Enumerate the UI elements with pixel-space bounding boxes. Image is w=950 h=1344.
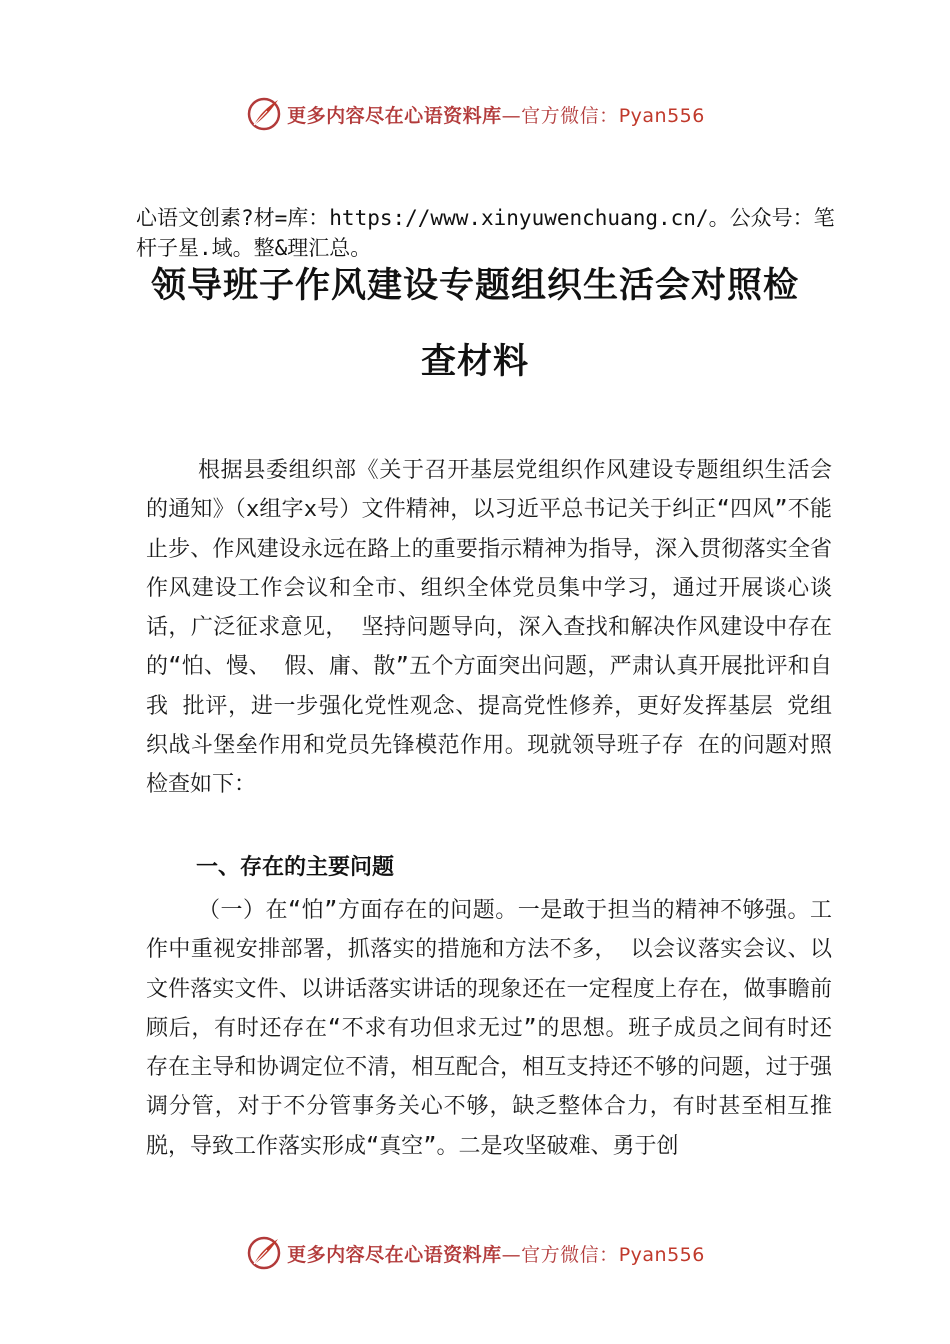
watermark-brand: 更多内容尽在心语资料库 [287,1243,502,1266]
watermark-separator: — [501,104,522,127]
section-paragraph: （一）在“怕”方面存在的问题。一是敢于担当的精神不够强。工作中重视安排部署，抓落实的措施和方法不多， 以会议落实会议、以文件落实文件、以讲话落实讲话的现象还在一定程度上存在，做事瞻前顾后，有时还存在“不求有功但求无过”的思想。班子成员之间有时还存在主导和协调定位不清，相互配合，相互支持还不够的问题，过于强调分管，对于不分管事务关心不够，缺乏整体合力，有时甚至相互推脱，导致工作落实形成“真空”。二是攻坚破难、勇于创 [146,898,832,1159]
watermark-wechat-id: Pyan556 [618,1243,705,1266]
feather-pen-logo-icon [245,1234,283,1272]
watermark-wechat-label: 官方微信： [521,104,619,127]
section-heading: 一、存在的主要问题 [196,855,395,880]
document-title-line2: 查材料 [420,341,529,382]
watermark-banner-top [0,94,950,134]
intro-paragraph: 根据县委组织部《关于召开基层党组织作风建设专题组织生活会的通知》（x组字x号）文件精神，以习近平总书记关于纠正“四风”不能止步、作风建设永远在路上的重要指示精神为指导，深入贯彻落实全省作风建设工作会议和全市、组织全体党员集中学习，通过开展谈心谈话，广泛征求意见， 坚持问题导向，深入查找和解决作风建设中存在的“怕、慢、 假、庸、散”五个方面突出问题，严肃认真开展批评和自我 批评，进一步强化党性观念、提高党性修养，更好发挥基层 党组织战斗堡垒作用和党员先锋模范作用。现就领导班子存 在的问题对照检查如下： [146,458,832,798]
watermark-text [287,101,705,128]
source-line: 心语文创素?材=库：https://www.xinyuwenchuang.cn/。公众号：笔杆子星.域。整&理汇总。 [136,206,835,260]
watermark-banner-bottom [0,1233,950,1273]
watermark-wechat-id: Pyan556 [618,104,705,127]
watermark-brand: 更多内容尽在心语资料库 [287,104,502,127]
feather-pen-logo-icon [245,95,283,133]
watermark-separator: — [501,1243,522,1266]
watermark-text [287,1240,705,1267]
watermark-wechat-label: 官方微信： [521,1243,619,1266]
document-title-line1: 领导班子作风建设专题组织生活会对照检 [150,265,799,306]
